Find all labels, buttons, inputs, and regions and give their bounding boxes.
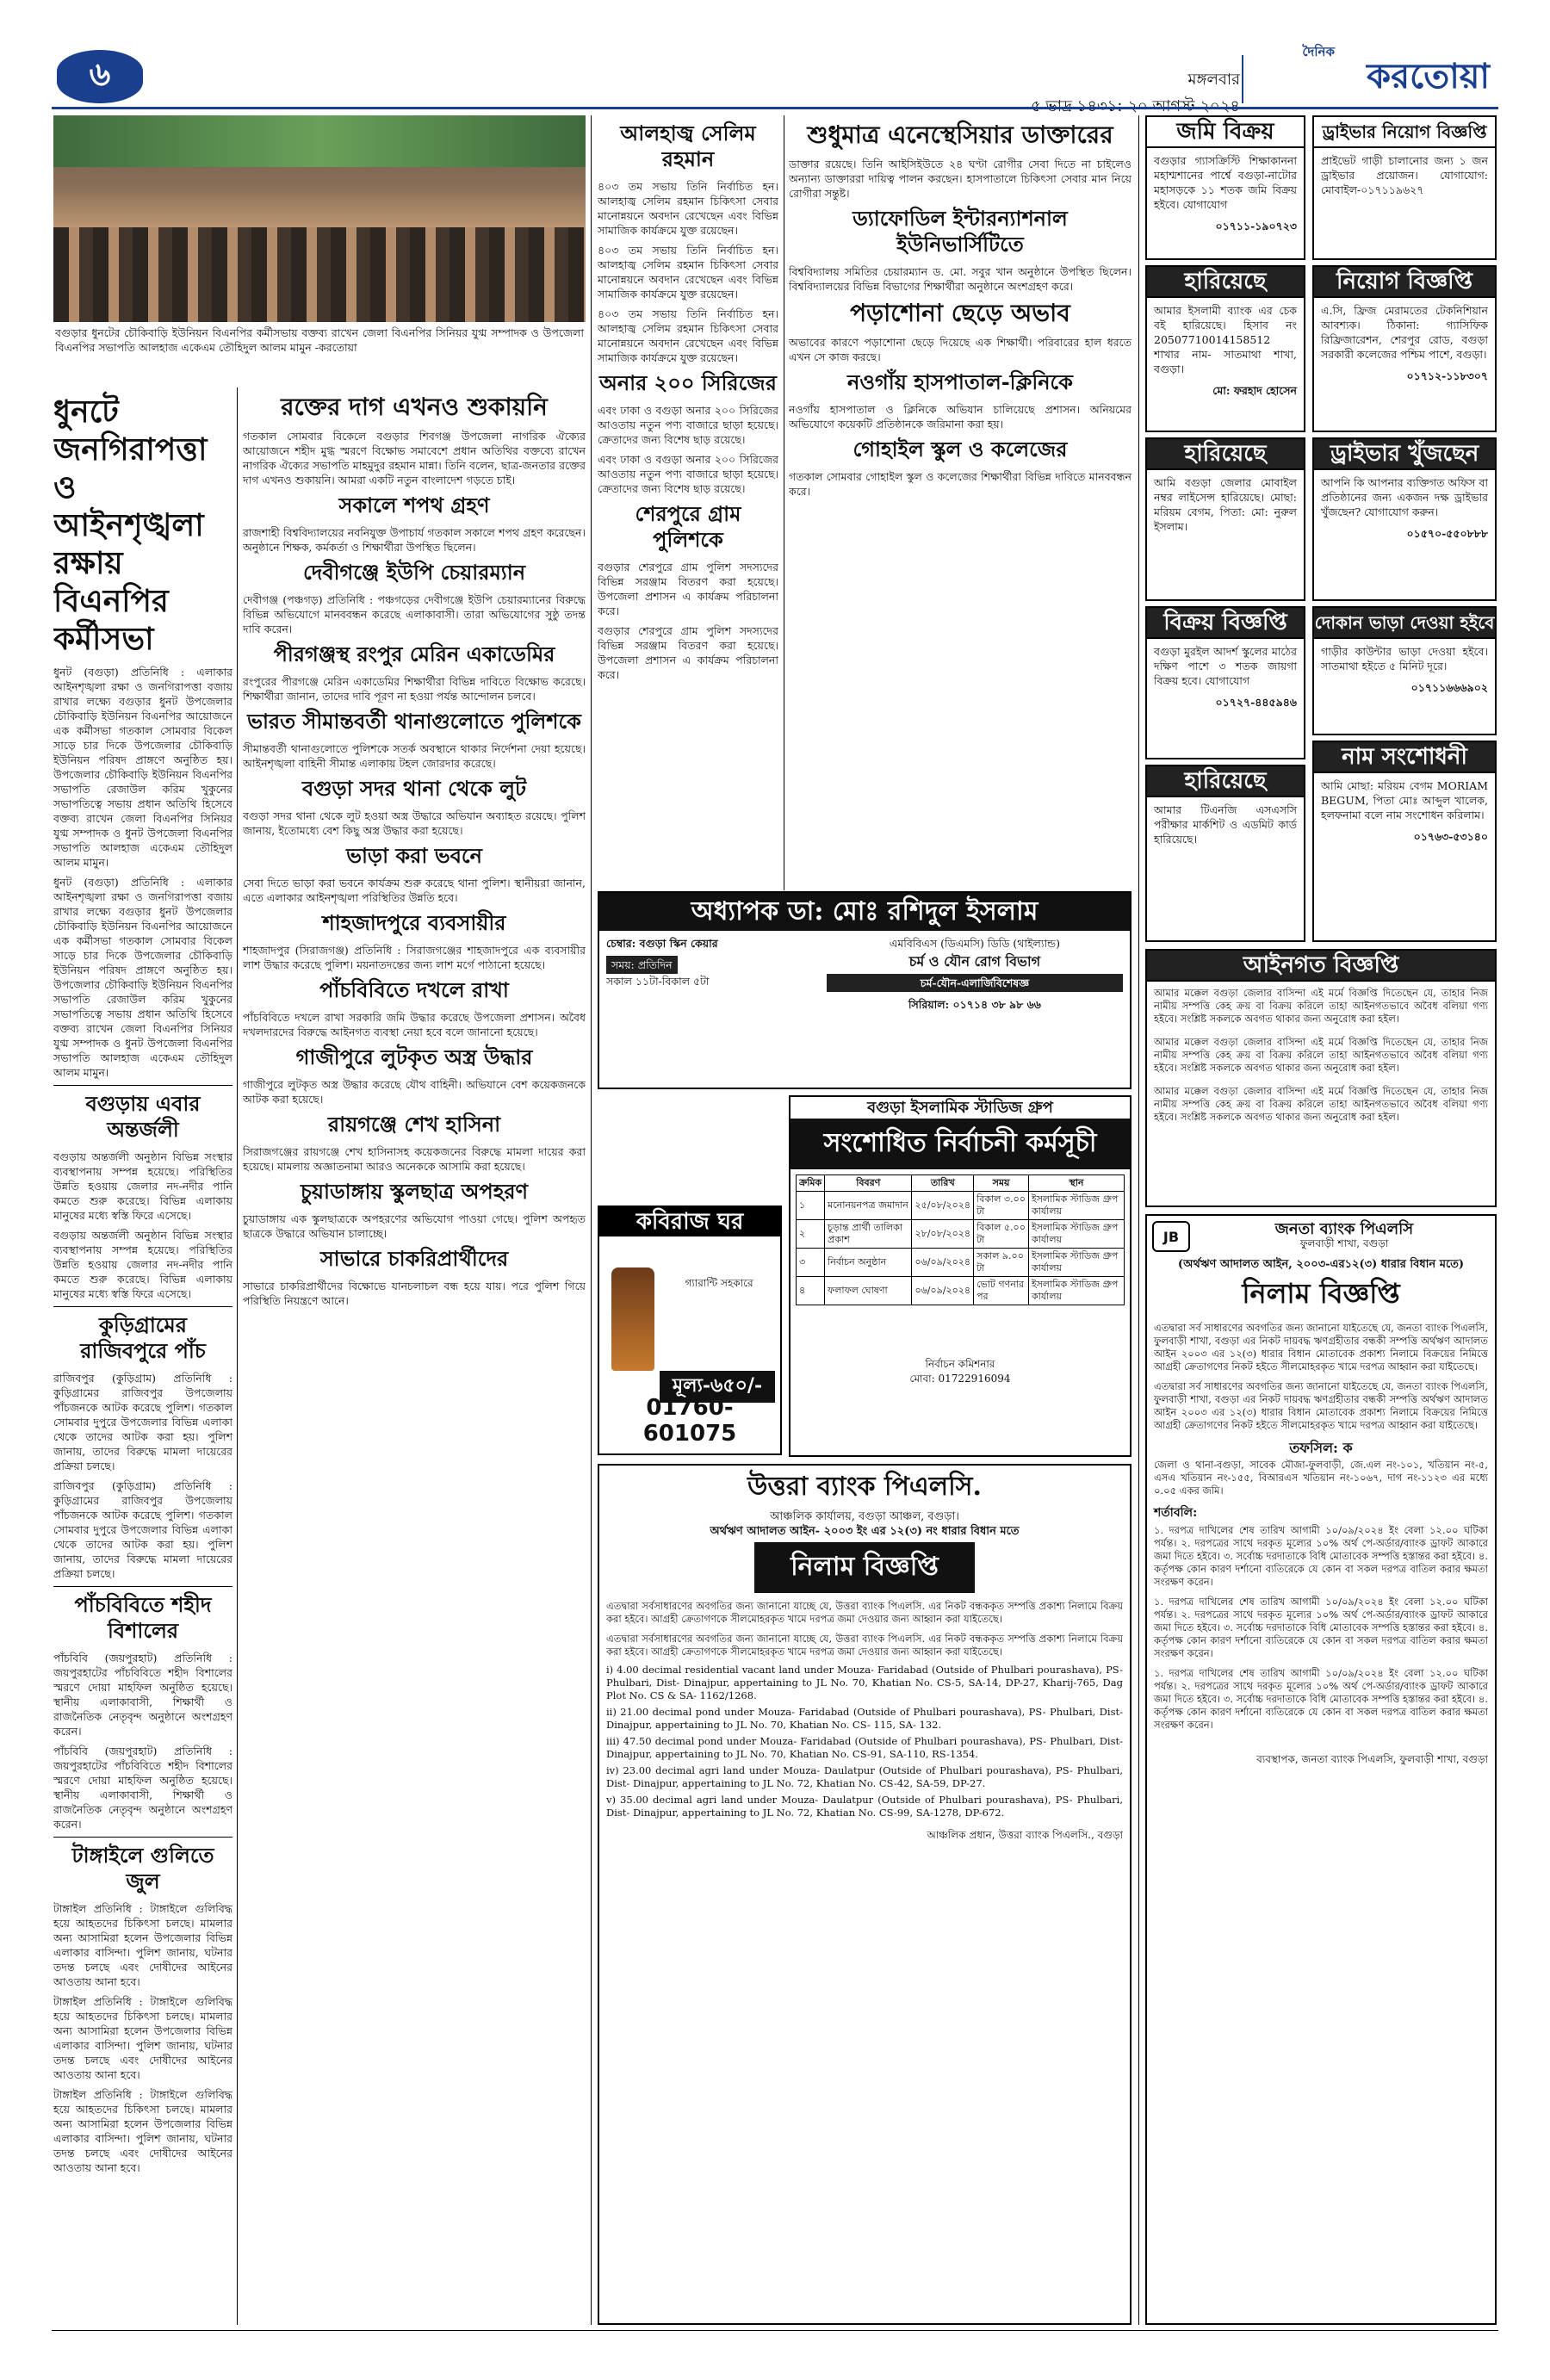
story-raiganj: সিরাজগঞ্জের রায়গঞ্জে শেখ হাসিনাসহ কয়েকজনের বিরুদ্ধে মামলা দায়ের করা হয়েছে। মামলায় অজ্ঞাতনামা আরও অনেককে আসামি করা হয়েছে। bbox=[243, 1145, 586, 1173]
story-bogura-cont: বগুড়ায় অন্তর্জলী অনুষ্ঠান বিভিন্ন সংস্থার ব্যবস্থাপনায় সম্পন্ন হয়েছে। পরিস্থিতির উন্নতি হওয়ায় জেলার নদ-নদীর পানি কমতে শুরু করেছে। বিভিন্ন এলাকায় মানুষের মধ্যে স্বস্তি ফিরে এসেছে। bbox=[53, 1229, 232, 1300]
divider bbox=[53, 1837, 232, 1838]
divider bbox=[53, 1085, 232, 1086]
chamber: চেম্বার: বগুড়া স্কিন কেয়ার bbox=[606, 937, 718, 950]
news-photo bbox=[53, 115, 586, 322]
headline-blood: রক্তের দাগ এখনও শুকায়নি bbox=[281, 393, 548, 421]
schedule-1: i) 4.00 decimal residential vacant land under Mouza- Faridabad (Outside of Phulbari pourashava), PS- Phulbari, Dist- Dinajpur, appertaining to JL No. 70, Khatian No. CS-5, SA-14, DP-27, Kharij-765, Dag Plot No. CS & SA- 1162/1268. bbox=[606, 1664, 1123, 1701]
header-rule bbox=[52, 107, 1498, 109]
specialty: চর্ম ও যৌন রোগ বিভাগ bbox=[908, 953, 1041, 970]
col-head: সময় bbox=[974, 1175, 1029, 1192]
ad-recruit bbox=[1312, 265, 1497, 432]
story-blood: গতকাল সোমবার বিকেলে বগুড়ার শিবগঞ্জ উপজেলা নাগরিক ঐক্যের আয়োজনে শহীদ মুগ্ধ স্মরণে বিক্ষোভ সমাবেশে প্রধান অতিথির বক্তব্যে রাখেন নাগরিক ঐক্যের সভাপতি মাহমুদুর রহমান মান্না। তিনি বলেন, ছাত্র-জনতার রক্তের দাগ এখনও শুকায়নি। আমরা একটি নতুন বাংলাদেশ গড়তে চাই। bbox=[243, 430, 586, 487]
legal-title: আইনগত বিজ্ঞপ্তি bbox=[1147, 951, 1495, 982]
doctor-right bbox=[827, 936, 1123, 1012]
ad-driver bbox=[1312, 115, 1497, 260]
headline-raiganj: রায়গঞ্জে শেখ হাসিনা bbox=[327, 1112, 501, 1137]
cell: ইসলামিক স্টাডিজ গ্রুপ কার্যালয় bbox=[1028, 1277, 1124, 1305]
story-oath: রাজশাহী বিশ্ববিদ্যালয়ের নবনিযুক্ত উপাচার্য গতকাল সকালে শপথ গ্রহণ করেছেন। অনুষ্ঠানে শিক্ষক, কর্মকর্তা ও শিক্ষার্থীরা উপস্থিত ছিলেন। bbox=[243, 526, 586, 554]
headline-pirganj: পীরগঞ্জস্থ রংপুর মেরিন একাডেমির bbox=[273, 641, 555, 666]
kabiraj-phone: 01760-601075 bbox=[642, 1395, 737, 1447]
kabiraj-price: মূল্য-৬৫০/- bbox=[660, 1371, 775, 1403]
story-selim-cont: ৪০৩ তম সভায় তিনি নির্বাচিত হন। আলহাজ্ব সেলিম রহমান চিকিৎসা সেবার মানোন্নয়নে অবদান রেখেছেন এবং বিভিন্ন সামাজিক কার্যক্রমে যুক্ত রয়েছেন। bbox=[598, 244, 778, 301]
name-change-phone: ০১৭৬৩-৫৩১৪০ bbox=[1413, 830, 1488, 843]
ad-driver-2 bbox=[1312, 437, 1497, 601]
uttara-footer: আঞ্চলিক প্রধান, উত্তরা ব্যাংক পিএলসি., বগুড়া bbox=[927, 1829, 1123, 1841]
headline-selim: আলহাজ্ব সেলিম রহমান bbox=[620, 121, 756, 171]
headline-anesthesia: শুধুমাত্র এনেস্থেসিয়ার ডাক্তারের bbox=[807, 121, 1113, 149]
cell: ফলাফল ঘোষণা bbox=[825, 1277, 912, 1305]
legal-body-cont2: আমার মক্কেল বগুড়া জেলার বাসিন্দা এই মর্মে বিজ্ঞপ্তি দিতেছেন যে, তাহার নিজ নামীয় সম্পত্তি কেহ ক্রয় বা বিক্রয় করিলে তাহা আইনগতভাবে অবৈধ বলিয়া গণ্য হইবে। সংশ্লিষ্ট সকলকে অবগত থাকার জন্য অনুরোধ করা হইল। bbox=[1154, 1085, 1488, 1123]
cell: চূড়ান্ত প্রার্থী তালিকা প্রকাশ bbox=[825, 1220, 912, 1249]
ad-shop-rent bbox=[1312, 606, 1497, 735]
group-name: বগুড়া ইসলামিক স্টাডিজ গ্রুপ bbox=[867, 1099, 1053, 1117]
sale-title: বিক্রয় বিজ্ঞপ্তি bbox=[1147, 608, 1304, 639]
doctor-left bbox=[606, 936, 818, 1012]
time-label: সময়: প্রতিদিন bbox=[606, 956, 678, 974]
story-daffodil: বিশ্ববিদ্যালয় সমিতির চেয়ারম্যান ড. মো. সবুর খান অনুষ্ঠানে উপস্থিত ছিলেন। বিশ্ববিদ্যালয়ের বিভিন্ন বিভাগের শিক্ষার্থীরা অনুষ্ঠানে অংশগ্রহণ করে। bbox=[789, 265, 1132, 293]
schedule-4: iv) 23.00 decimal agri land under Mouza- Daulatpur (Outside of Phulbari pourashava), PS- Phulbari, Dist- Dinajpur, appertaining to JL No. 72, Khatian No. CS-42, SA-59, DP-27. bbox=[606, 1764, 1123, 1789]
headline-rented: ভাড়া করা ভবনে bbox=[346, 843, 482, 868]
story-bogura: বগুড়ায় অন্তর্জলী অনুষ্ঠান বিভিন্ন সংস্থার ব্যবস্থাপনায় সম্পন্ন হয়েছে। পরিস্থিতির উন্নতি হওয়ায় জেলার নদ-নদীর পানি কমতে শুরু করেছে। বিভিন্ন এলাকায় মানুষের মধ্যে স্বস্তি ফিরে এসেছে। bbox=[53, 1150, 232, 1222]
headline-study: পড়াশোনা ছেড়ে অভাব bbox=[850, 299, 1070, 327]
headline-bogura: বগুড়ায় এবার অন্তর্জলী bbox=[85, 1091, 201, 1142]
story-border: সীমান্তবর্তী থানাগুলোতে পুলিশকে সতর্ক অবস্থানে থাকার নির্দেশনা দেয়া হয়েছে। আইনশৃঙ্খলা বাহিনী সীমান্ত এলাকায় টহল জোরদার করেছে। bbox=[243, 742, 586, 770]
uttara-title: নিলাম বিজ্ঞপ্তি bbox=[754, 1542, 975, 1593]
story-debiganj: দেবীগঞ্জ (পঞ্চগড়) প্রতিনিধি : পঞ্চগড়ের দেবীগঞ্জে ইউপি চেয়ারম্যানের বিরুদ্ধে বিভিন্ন অভিযোগে মানববন্ধন করেছে এলাকাবাসী। তারা অভিযোগের সুষ্ঠু তদন্ত দাবি করেন। bbox=[243, 593, 586, 635]
janata-signer: ব্যবস্থাপক, জনতা ব্যাংক পিএলসি, ফুলবাড়ী শাখা, বগুড়া bbox=[1256, 1753, 1488, 1765]
cell: মনোনয়নপত্র জমাদান bbox=[825, 1192, 912, 1220]
page-number-badge bbox=[57, 50, 143, 103]
cell: ইসলামিক স্টাডিজ গ্রুপ কার্যালয় bbox=[1028, 1220, 1124, 1249]
story-sadar: বগুড়া সদর থানা থেকে লুট হওয়া অস্ত্র উদ্ধারে অভিযান অব্যাহত রয়েছে। পুলিশ জানায়, ইতোমধ্যে বেশ কিছু অস্ত্র উদ্ধার করা হয়েছে। bbox=[243, 809, 586, 837]
ad-lost-2 bbox=[1145, 437, 1305, 601]
story-naogaon: নওগাঁয় হাসপাতাল ও ক্লিনিকে অভিযান চালিয়েছে প্রশাসন। অনিয়মের অভিযোগে কয়েকটি প্রতিষ্ঠানকে জরিমানা করা হয়। bbox=[789, 403, 1132, 431]
program-title: সংশোধিত নির্বাচনী কর্মসূচী bbox=[790, 1119, 1130, 1169]
column-1 bbox=[53, 387, 232, 2325]
cell: ভোট গণনার পর bbox=[974, 1277, 1029, 1305]
story-sherpur: বগুড়ার শেরপুরে গ্রাম পুলিশ সদস্যদের বিভিন্ন সরঞ্জাম বিতরণ করা হয়েছে। উপজেলা প্রশাসন এ কার্যক্রম পরিচালনা করে। bbox=[598, 561, 778, 617]
masthead-divider bbox=[1242, 55, 1243, 103]
janata-terms: ১. দরপত্র দাখিলের শেষ তারিখ আগামী ১০/০৯/২০২৪ ইং বেলা ১২.০০ ঘটিকা পর্যন্ত। ২. দরপত্রের সাথে দরকৃত মূল্যের ১০% অর্থ পে-অর্ডার/ব্যাংক ড্রাফট আকারে জমা দিতে হইবে। ৩. সর্বোচ্চ দরদাতাকে বিধি মোতাবেক সম্পত্তি হস্তান্তর করা হইবে। ৪. কর্তৃপক্ষ কোন কারণ দর্শানো ব্যতিরেকে যে কোন বা সকল দরপত্র বাতিল করার ক্ষমতা সংরক্ষণ করেন। bbox=[1154, 1524, 1488, 1588]
janata-title: নিলাম বিজ্ঞপ্তি bbox=[1242, 1277, 1400, 1310]
group-phone: মোবা: 01722916094 bbox=[909, 1373, 1011, 1385]
headline-naogaon: নওগাঁয় হাসপাতাল-ক্লিনিকে bbox=[847, 369, 1073, 394]
column-4 bbox=[789, 115, 1132, 890]
lost1-title: হারিয়েছে bbox=[1147, 267, 1304, 298]
column-rule bbox=[1138, 115, 1139, 2325]
cell: ইসলামিক স্টাডিজ গ্রুপ কার্যালয় bbox=[1028, 1192, 1124, 1220]
headline-panchbibi-land: পাঁচবিবিতে দখলে রাখা bbox=[319, 977, 509, 1002]
bank-logo-icon: JB bbox=[1152, 1221, 1190, 1252]
story-panchbibi-land: পাঁচবিবিতে দখলে রাখা সরকারি জমি উদ্ধার করেছে উপজেলা প্রশাসন। অবৈধ দখলদারদের বিরুদ্ধে আইনগত ব্যবস্থা নেয়া হবে বলে জানানো হয়েছে। bbox=[243, 1011, 586, 1038]
story-dhunot: ধুনট (বগুড়া) প্রতিনিধি : এলাকার আইনশৃঙ্খলা রক্ষা ও জনগিরাপত্তা বজায় রাখার লক্ষ্যে বগুড়ার ধুনট উপজেলার চৌকিবাড়ি ইউনিয়ন বিএনপির আয়োজনে এক কর্মীসভা গতকাল সোমবার বিকেল সাড়ে চার দিকে উপজেলার চৌকিবাড়ি ইউনিয়ন পরিষদ প্রাঙ্গণে অনুষ্ঠিত হয়। উপজেলার চৌকিবাড়ি ইউনিয়ন বিএনপির সভাপতি রেজাউল করিম খুকুনের সভাপতিত্বে সভায় প্রধান অতিথি হিসেবে বক্তব্য রাখেন জেলা বিএনপির সিনিয়র যুগ্ম সম্পাদক ও ধুনট উপজেলা বিএনপির সভাপতি আলহাজ একেএম তৌহিদুল আলম মামুন। bbox=[53, 666, 232, 869]
story-anesthesia: ডাক্তার রয়েছে। তিনি আইসিইউতে ২৪ ঘণ্টা রোগীর সেবা দিতে না চাইলেও অন্যান্য ডাক্তাররা দায়িত্ব পালন করছেন। হাসপাতালে চিকিৎসা সেবার মান নিয়ে রোগীরা সন্তুষ্ট। bbox=[789, 158, 1132, 200]
schedule-3: iii) 47.50 decimal pond under Mouza- Faridabad (Outside of Phulbari pourashava), PS- Phulbari, Dist- Dinajpur, appertaining to JL No. 70, Khatian No. CS-91, SA-110, RS-1354. bbox=[606, 1735, 1123, 1760]
janata-body-cont: এতদ্বারা সর্ব সাধারণের অবগতির জন্য জানানো যাইতেছে যে, জনতা ব্যাংক পিএলসি, ফুলবাড়ী শাখা, বগুড়া এর নিকট দায়বদ্ধ ঋণগ্রহীতার বন্ধকী সম্পত্তি অর্থঋণ আদালত আইন ২০০৩ এর ১২(৩) ধারার বিধান মোতাবেক প্রকাশ্য নিলামে বিক্রয়ের নিমিত্তে আগ্রহী ক্রেতাগণের নিকট হইতে সীলমোহরকৃত খামে দরপত্র আহ্বান করা যাইতেছে। bbox=[1154, 1380, 1488, 1431]
janata-act: (অর্থঋণ আদালত আইন, ২০০৩-এর১২(৩) ধারার বিধান মতে) bbox=[1177, 1258, 1465, 1271]
kabiraj-tag: গ্যারান্টি সহকারে bbox=[685, 1277, 753, 1289]
story-chuadanga: চুয়াডাঙ্গায় এক স্কুলছাত্রকে অপহরণের অভিযোগ পাওয়া গেছে। পুলিশ অপহৃত ছাত্রকে উদ্ধারে অভিযান চালাচ্ছে। bbox=[243, 1212, 586, 1240]
name-change-body: আমি মোছা: মরিয়ম বেগম MORIAM BEGUM, পিতা মোঃ আব্দুল খালেক, হলফনামা বলে নাম সংশোধন করিলাম। bbox=[1321, 779, 1488, 821]
footer-rule bbox=[52, 2330, 1498, 2331]
cell: ২৮/০৮/২০২৪ bbox=[912, 1220, 974, 1249]
sale-phone: ০১৭২৭-৪৪৫৯৪৬ bbox=[1215, 696, 1297, 709]
headline-sadar: বগুড়া সদর থানা থেকে লুট bbox=[301, 776, 527, 801]
uttara-act: অর্থঋণ আদালত আইন- ২০০৩ ইং এর ১২(৩) নং ধারার বিধান মতে bbox=[710, 1525, 1020, 1538]
cell: ইসলামিক স্টাডিজ গ্রুপ কার্যালয় bbox=[1028, 1249, 1124, 1277]
column-rule bbox=[237, 387, 238, 2325]
cell: নির্বাচন অনুষ্ঠান bbox=[825, 1249, 912, 1277]
cell: বিকাল ৫.০০ টা bbox=[974, 1220, 1029, 1249]
cell: ১ bbox=[797, 1192, 825, 1220]
cell: ২৫/০৮/২০২৪ bbox=[912, 1192, 974, 1220]
headline-panchbibi: পাঁচবিবিতে শহীদ বিশালের bbox=[74, 1592, 212, 1643]
page-number: ৬ bbox=[89, 55, 111, 93]
story-shahjadpur: শাহজাদপুর (সিরাজগঞ্জ) প্রতিনিধি : সিরাজগঞ্জের শাহজাদপুরে এক ব্যবসায়ীর লাশ উদ্ধার করেছে পুলিশ। ময়নাতদন্তের জন্য লাশ মর্গে পাঠানো হয়েছে। bbox=[243, 944, 586, 971]
headline-kurigram: কুড়িগ্রামের রাজিবপুরে পাঁচ bbox=[80, 1312, 206, 1363]
story-tangail-cont: টাঙ্গাইল প্রতিনিধি : টাঙ্গাইলে গুলিবিদ্ধ হয়ে আহতদের চিকিৎসা চলছে। মামলার অন্য আসামিরা হলেন উপজেলার বিভিন্ন এলাকার বাসিন্দা। পুলিশ জানায়, ঘটনার তদন্ত চলছে এবং দোষীদের আইনের আওতায় আনা হবে। bbox=[53, 1995, 232, 2081]
lost2-body: আমি বগুড়া জেলার মোবাইল নম্বর লাইসেন্স হারিয়েছে। মোছা: মরিয়ম বেগম, পিতা: মো: নুরুল ইসলাম। bbox=[1154, 476, 1297, 533]
headline-tangail: টাঙ্গাইলে গুলিতে জুল bbox=[71, 1843, 214, 1893]
headline-gohail: গোহাইল স্কুল ও কলেজের bbox=[852, 437, 1068, 462]
serial-label: সিরিয়াল: bbox=[908, 998, 950, 1011]
col-head: বিবরণ bbox=[825, 1175, 912, 1192]
driver2-phone: ০১৫৭০-৫৫০৮৮৮ bbox=[1406, 527, 1488, 540]
headline-debiganj: দেবীগঞ্জে ইউপি চেয়ারম্যান bbox=[302, 560, 526, 585]
ad-lost-3 bbox=[1145, 765, 1305, 942]
janata-bank-notice bbox=[1145, 1214, 1497, 2325]
headline-daffodil: ড্যাফোডিল ইন্টারন্যাশনাল ইউনিভার্সিটিতে bbox=[852, 206, 1068, 257]
recruit-phone: ০১৭১২-১১৮৩০৭ bbox=[1406, 369, 1488, 382]
story-selim-cont2: ৪০৩ তম সভায় তিনি নির্বাচিত হন। আলহাজ্ব সেলিম রহমান চিকিৎসা সেবার মানোন্নয়নে অবদান রেখেছেন এবং বিভিন্ন সামাজিক কার্যক্রমে যুক্ত রয়েছেন। bbox=[598, 307, 778, 364]
shop-body: গাড়ীর কাউন্টার ভাড়া দেওয়া হইবে। সাতমাথা হইতে ৫ মিনিট দূরে। bbox=[1321, 645, 1488, 672]
table-row bbox=[797, 1277, 1125, 1305]
headline-honor: অনার ২০০ সিরিজের bbox=[599, 370, 777, 395]
janata-terms-cont: ১. দরপত্র দাখিলের শেষ তারিখ আগামী ১০/০৯/২০২৪ ইং বেলা ১২.০০ ঘটিকা পর্যন্ত। ২. দরপত্রের সাথে দরকৃত মূল্যের ১০% অর্থ পে-অর্ডার/ব্যাংক ড্রাফট আকারে জমা দিতে হইবে। ৩. সর্বোচ্চ দরদাতাকে বিধি মোতাবেক সম্পত্তি হস্তান্তর করা হইবে। ৪. কর্তৃপক্ষ কোন কারণ দর্শানো ব্যতিরেকে যে কোন বা সকল দরপত্র বাতিল করার ক্ষমতা সংরক্ষণ করেন। bbox=[1154, 1596, 1488, 1659]
col-head: তারিখ bbox=[912, 1175, 974, 1192]
janata-body: এতদ্বারা সর্ব সাধারণের অবগতির জন্য জানানো যাইতেছে যে, জনতা ব্যাংক পিএলসি, ফুলবাড়ী শাখা, বগুড়া এর নিকট দায়বদ্ধ ঋণগ্রহীতার বন্ধকী সম্পত্তি অর্থঋণ আদালত আইন ২০০৩ এর ১২(৩) ধারার বিধান মোতাবেক প্রকাশ্য নিলামে বিক্রয়ের নিমিত্তে আগ্রহী ক্রেতাগণের নিকট হইতে সীলমোহরকৃত খামে দরপত্র আহ্বান করা যাইতেছে। bbox=[1154, 1322, 1488, 1373]
land-sale-phone: ০১৭১১-১৯০৭২৩ bbox=[1215, 220, 1297, 232]
story-tangail-cont2: টাঙ্গাইল প্রতিনিধি : টাঙ্গাইলে গুলিবিদ্ধ হয়ে আহতদের চিকিৎসা চলছে। মামলার অন্য আসামিরা হলেন উপজেলার বিভিন্ন এলাকার বাসিন্দা। পুলিশ জানায়, ঘটনার তদন্ত চলছে এবং দোষীদের আইনের আওতায় আনা হবে। bbox=[53, 2088, 232, 2174]
headline-savar: সাভারে চাকরিপ্রার্থীদের bbox=[319, 1246, 509, 1271]
story-kurigram: রাজিবপুর (কুড়িগ্রাম) প্রতিনিধি : কুড়িগ্রামের রাজিবপুর উপজেলায় পাঁচজনকে আটক করেছে পুলিশ। গতকাল সোমবার দুপুরে উপজেলার বিভিন্ন এলাকা থেকে তাদের আটক করা হয়। পুলিশ জানায়, তাদের বিরুদ্ধে মামলা দায়েরের প্রক্রিয়া চলছে। bbox=[53, 1372, 232, 1472]
cell: ৪ bbox=[797, 1277, 825, 1305]
col-head: স্থান bbox=[1028, 1175, 1124, 1192]
lost3-body: আমার টিএনজি এসএসসি পরীক্ষার মার্কশিট ও এডমিট কার্ড হারিয়েছে। bbox=[1154, 803, 1297, 846]
uttara-bank-name: উত্তরা ব্যাংক পিএলসি. bbox=[747, 1472, 982, 1502]
specialty-banner: চর্ম-যৌন-এলার্জিবিশেষজ্ঞ bbox=[827, 974, 1123, 992]
masthead-small: দৈনিক bbox=[1302, 44, 1335, 59]
headline-chuadanga: চুয়াডাঙ্গায় স্কুলছাত্র অপহরণ bbox=[300, 1179, 529, 1204]
schedule-2: ii) 21.00 decimal pond under Mouza- Faridabad (Outside of Phulbari pourashava), PS- Phulbari, Dist- Dinajpur, appertaining to JL No. 70, Khatian No. CS- 115, SA- 132. bbox=[606, 1706, 1123, 1731]
ad-sale bbox=[1145, 606, 1305, 759]
bottle-icon bbox=[611, 1267, 654, 1371]
signer: নির্বাচন কমিশনার bbox=[925, 1358, 995, 1370]
uttara-office: আঞ্চলিক কার্যালয়, বগুড়া আঞ্চল, বগুড়া। bbox=[770, 1510, 959, 1523]
shop-title: দোকান ভাড়া দেওয়া হইবে bbox=[1314, 608, 1495, 639]
lost1-body: আমার ইসলামী ব্যাংক এর চেক বই হারিয়েছে। হিসাব নং 20507710014158512 শাখার নাম- সাতমাথা শাখা, বগুড়া। bbox=[1154, 304, 1297, 375]
headline-gazipur: গাজীপুরে লুটকৃত অস্ত্র উদ্ধার bbox=[295, 1044, 533, 1069]
photo-banner bbox=[53, 115, 586, 167]
degrees: এমবিবিএস (ডিএমসি) ডিডি (থাইল্যান্ড) bbox=[889, 937, 1060, 950]
table-row bbox=[797, 1192, 1125, 1220]
driver-body: প্রাইভেট গাড়ী চালানোর জন্য ১ জন ড্রাইভার প্রয়োজন। যোগাযোগ: মোবাইল-০১৭১১৯৬২৭ bbox=[1321, 154, 1488, 196]
lost3-title: হারিয়েছে bbox=[1147, 766, 1304, 797]
column-2 bbox=[243, 387, 586, 2325]
janata-schedule: জেলা ও থানা-বগুড়া, সাবেক মৌজা-ফুলবাড়ী, জে.এল নং-১০১, খতিয়ান নং-৫, এসএ খতিয়ান নং-১৫৫, বিআরএস খতিয়ান নং-১০৬৭, দাগ নং-১১২৩ এর মধ্যে ০.০৫ একর জমি। bbox=[1154, 1459, 1488, 1497]
doctor-ad bbox=[598, 891, 1132, 1089]
cell: বিকাল ৩.০০ টা bbox=[974, 1192, 1029, 1220]
story-honor-cont: এবং ঢাকা ও বগুড়া অনার ২০০ সিরিজের আওতায় নতুন পণ্য বাজারে ছাড়া হয়েছে। ক্রেতাদের জন্য বিশেষ ছাড় রয়েছে। bbox=[598, 453, 778, 495]
doctor-name: অধ্যাপক ডা: মোঃ রশিদুল ইসলাম bbox=[599, 893, 1130, 931]
ad-land-sale bbox=[1145, 115, 1305, 260]
date-line bbox=[982, 67, 1240, 121]
photo-block bbox=[53, 115, 586, 382]
shop-phone: ০১৭১১৬৬৬৯০২ bbox=[1410, 681, 1488, 694]
janata-terms-cont2: ১. দরপত্র দাখিলের শেষ তারিখ আগামী ১০/০৯/২০২৪ ইং বেলা ১২.০০ ঘটিকা পর্যন্ত। ২. দরপত্রের সাথে দরকৃত মূল্যের ১০% অর্থ পে-অর্ডার/ব্যাংক ড্রাফট আকারে জমা দিতে হইবে। ৩. সর্বোচ্চ দরদাতাকে বিধি মোতাবেক সম্পত্তি হস্তান্তর করা হইবে। ৪. কর্তৃপক্ষ কোন কারণ দর্শানো ব্যতিরেকে যে কোন বা সকল দরপত্র বাতিল করার ক্ষমতা সংরক্ষণ করেন। bbox=[1154, 1667, 1488, 1731]
legal-body: আমার মক্কেল বগুড়া জেলার বাসিন্দা এই মর্মে বিজ্ঞপ্তি দিতেছেন যে, তাহার নিজ নামীয় সম্পত্তি কেহ ক্রয় বা বিক্রয় করিলে তাহা আইনগতভাবে অবৈধ বলিয়া গণ্য হইবে। সংশ্লিষ্ট সকলকে অবগত থাকার জন্য অনুরোধ করা হইল। bbox=[1154, 987, 1488, 1025]
story-savar: সাভারে চাকরিপ্রার্থীদের বিক্ষোভে যানচলাচল বন্ধ হয়ে যায়। পরে পুলিশ গিয়ে পরিস্থিতি নিয়ন্ত্রণে আনে। bbox=[243, 1280, 586, 1307]
col-head: ক্রমিক bbox=[797, 1175, 825, 1192]
photo-caption: বগুড়ার ধুনটের চৌকিবাড়ি ইউনিয়ন বিএনপির কর্মীসভায় বক্তব্য রাখেন জেলা বিএনপির সিনিয়র যুগ্ম সম্পাদক ও উপজেলা বিএনপির সভাপতি আলহাজ একেএম তৌহিদুল আলম মামুন -করতোয়া bbox=[55, 326, 584, 354]
legal-notice bbox=[1145, 949, 1497, 1207]
program-table bbox=[796, 1175, 1125, 1305]
cell: ০৬/০৯/২০২৪ bbox=[912, 1249, 974, 1277]
headline-dhunot: ধুনটে জনগিরাপত্তা ও আইনশৃঙ্খলা রক্ষায় বিএনপির কর্মীসভা bbox=[53, 394, 208, 657]
recruit-body: এ.সি, ফ্রিজ মেরামতের টেকনিশিয়ান আবশ্যক। ঠিকানা: গ্যাসিফিক রিফ্রিজারেশন, শেরপুর রোড, বগুড়া সরকারী কলেজের পশ্চিম পাশে, বগুড়া। bbox=[1321, 304, 1488, 361]
land-sale-body: বগুড়ার গ্যাসক্রিস্টি শিক্ষাকাননা মহাশ্মশানের পার্শ্বে বগুড়া-নাটোর মহাসড়কে ১১ শতক জমি বিক্রয় হইবে। যোগাযোগ bbox=[1154, 154, 1297, 211]
time-value: সকাল ১১টা-বিকাল ৫টা bbox=[606, 975, 710, 988]
land-sale-title: জমি বিক্রয় bbox=[1147, 117, 1304, 148]
table-row bbox=[797, 1249, 1125, 1277]
story-study: অভাবের কারণে পড়াশোনা ছেড়ে দিয়েছে এক শিক্ষার্থী। পরিবারের হাল ধরতে এখন সে কাজ করছে। bbox=[789, 336, 1132, 363]
cell: ৩ bbox=[797, 1249, 825, 1277]
story-gazipur: গাজীপুরে লুটকৃত অস্ত্র উদ্ধার করেছে যৌথ বাহিনী। অভিযানে বেশ কয়েকজনকে আটক করা হয়েছে। bbox=[243, 1078, 586, 1106]
table-row bbox=[797, 1220, 1125, 1249]
headline-sherpur: শেরপুরে গ্রাম পুলিশকে bbox=[635, 501, 741, 552]
schedule-head: তফসিল: ক bbox=[1289, 1440, 1353, 1456]
photo-crowd bbox=[53, 227, 586, 322]
headline-shahjadpur: শাহজাদপুরে ব্যবসায়ীর bbox=[322, 910, 506, 935]
janata-branch: ফুলবাড়ী শাখা, বগুড়া bbox=[1299, 1237, 1389, 1249]
story-gohail: গতকাল সোমবার গোহাইল স্কুল ও কলেজের শিক্ষার্থীরা বিভিন্ন দাবিতে মানববন্ধন করে। bbox=[789, 470, 1132, 498]
story-tangail: টাঙ্গাইল প্রতিনিধি : টাঙ্গাইলে গুলিবিদ্ধ হয়ে আহতদের চিকিৎসা চলছে। মামলার অন্য আসামিরা হলেন উপজেলার বিভিন্ন এলাকার বাসিন্দা। পুলিশ জানায়, ঘটনার তদন্ত চলছে এবং দোষীদের আইনের আওতায় আনা হবে। bbox=[53, 1902, 232, 1988]
story-selim: ৪০৩ তম সভায় তিনি নির্বাচিত হন। আলহাজ্ব সেলিম রহমান চিকিৎসা সেবার মানোন্নয়নে অবদান রেখেছেন এবং বিভিন্ন সামাজিক কার্যক্রমে যুক্ত রয়েছেন। bbox=[598, 180, 778, 237]
legal-body-cont: আমার মক্কেল বগুড়া জেলার বাসিন্দা এই মর্মে বিজ্ঞপ্তি দিতেছেন যে, তাহার নিজ নামীয় সম্পত্তি কেহ ক্রয় বা বিক্রয় করিলে তাহা আইনগতভাবে অবৈধ বলিয়া গণ্য হইবে। সংশ্লিষ্ট সকলকে অবগত থাকার জন্য অনুরোধ করা হইল। bbox=[1154, 1036, 1488, 1074]
ad-name-change bbox=[1312, 741, 1497, 942]
story-sherpur-cont: বগুড়ার শেরপুরে গ্রাম পুলিশ সদস্যদের বিভিন্ন সরঞ্জাম বিতরণ করা হয়েছে। উপজেলা প্রশাসন এ কার্যক্রম পরিচালনা করে। bbox=[598, 624, 778, 681]
ad-lost-1 bbox=[1145, 265, 1305, 432]
lost1-name: মো: ফরহাদ হোসেন bbox=[1212, 384, 1297, 397]
driver2-body: আপনি কি আপনার ব্যক্তিগত অফিস বা প্রতিষ্ঠানের জন্য একজন দক্ষ ড্রাইভার খুঁজছেন? যোগাযোগ করুন। bbox=[1321, 476, 1488, 518]
story-panchbibi-cont: পাঁচবিবি (জয়পুরহাট) প্রতিনিধি : জয়পুরহাটের পাঁচবিবিতে শহীদ বিশালের স্মরণে দোয়া মাহফিল অনুষ্ঠিত হয়েছে। স্থানীয় এলাকাবাসী, শিক্ষার্থী ও রাজনৈতিক নেতৃবৃন্দ অনুষ্ঠানে অংশগ্রহণ করেন। bbox=[53, 1745, 232, 1831]
kabiraj-title: কবিরাজ ঘর bbox=[599, 1207, 780, 1236]
headline-border: ভারত সীমান্তবর্তী থানাগুলোতে পুলিশকে bbox=[247, 709, 581, 734]
masthead bbox=[1249, 44, 1490, 103]
uttara-body: এতদ্বারা সর্বসাধারণের অবগতির জন্য জানানো যাচ্ছে যে, উত্তরা ব্যাংক পিএলসি. এর নিকট বন্ধককৃত সম্পত্তি প্রকাশ্য নিলামে বিক্রয় করা হইবে। আগ্রহী ক্রেতাগণকে সীলমোহরকৃত খামে দরপত্র জমা দেওয়ার জন্য আহ্বান করা যাইতেছে। bbox=[606, 1600, 1123, 1625]
story-dhunot-cont: ধুনট (বগুড়া) প্রতিনিধি : এলাকার আইনশৃঙ্খলা রক্ষা ও জনগিরাপত্তা বজায় রাখার লক্ষ্যে বগুড়ার ধুনট উপজেলার চৌকিবাড়ি ইউনিয়ন বিএনপির আয়োজনে এক কর্মীসভা গতকাল সোমবার বিকেল সাড়ে চার দিকে উপজেলার চৌকিবাড়ি ইউনিয়ন পরিষদ প্রাঙ্গণে অনুষ্ঠিত হয়। উপজেলার চৌকিবাড়ি ইউনিয়ন বিএনপির সভাপতি রেজাউল করিম খুকুনের সভাপতিত্বে সভায় প্রধান অতিথি হিসেবে বক্তব্য রাখেন জেলা বিএনপির সিনিয়র যুগ্ম সম্পাদক ও ধুনট উপজেলা বিএনপির সভাপতি আলহাজ একেএম তৌহিদুল আলম মামুন। bbox=[53, 876, 232, 1079]
terms-head: শর্তাবলি: bbox=[1154, 1506, 1198, 1520]
headline-oath: সকালে শপথ গ্রহণ bbox=[338, 493, 490, 518]
driver2-title: ড্রাইভার খুঁজছেন bbox=[1314, 439, 1495, 470]
uttara-bank-notice bbox=[598, 1464, 1132, 2325]
cell: সকাল ৯.০০ টা bbox=[974, 1249, 1029, 1277]
story-kurigram-cont: রাজিবপুর (কুড়িগ্রাম) প্রতিনিধি : কুড়িগ্রামের রাজিবপুর উপজেলায় পাঁচজনকে আটক করেছে পুলিশ। গতকাল সোমবার দুপুরে উপজেলার বিভিন্ন এলাকা থেকে তাদের আটক করা হয়। পুলিশ জানায়, তাদের বিরুদ্ধে মামলা দায়েরের প্রক্রিয়া চলছে। bbox=[53, 1479, 232, 1580]
islamic-group-notice bbox=[789, 1095, 1132, 1457]
name-change-title: নাম সংশোধনী bbox=[1314, 742, 1495, 773]
paper-name: করতোয়া bbox=[1367, 56, 1490, 96]
sale-body: বগুড়া মুরইল আদর্শ স্কুলের মাঠের দক্ষিণ পাশে ৩ শতক জায়গা বিক্রয় হবে। যোগাযোগ bbox=[1154, 645, 1297, 687]
schedule-5: v) 35.00 decimal agri land under Mouza- Daulatpur (Outside of Phulbari pourashava), PS- Phulbari, Dist- Dinajpur, appertaining to JL No. 72, Khatian No. CS-99, SA-1278, DP-672. bbox=[606, 1794, 1123, 1819]
recruit-title: নিয়োগ বিজ্ঞপ্তি bbox=[1314, 267, 1495, 298]
divider bbox=[53, 1586, 232, 1587]
story-rented: সেবা দিতে ভাড়া করা ভবনে কার্যক্রম শুরু করেছে থানা পুলিশ। স্থানীয়রা জানান, এতে এলাকার আইনশৃঙ্খলা পরিস্থিতির উন্নতি হবে। bbox=[243, 877, 586, 904]
cell: ০৬/০৯/২০২৪ bbox=[912, 1277, 974, 1305]
cell: ২ bbox=[797, 1220, 825, 1249]
janata-bank-name: জনতা ব্যাংক পিএলসি bbox=[1274, 1220, 1414, 1238]
story-pirganj: রংপুরের পীরগঞ্জে মেরিন একাডেমির শিক্ষার্থীরা বিভিন্ন দাবিতে বিক্ষোভ করেছে। শিক্ষার্থীরা জানান, তাদের দাবি পূরণ না হওয়া পর্যন্ত আন্দোলন চলবে। bbox=[243, 675, 586, 703]
uttara-body-cont: এতদ্বারা সর্বসাধারণের অবগতির জন্য জানানো যাচ্ছে যে, উত্তরা ব্যাংক পিএলসি. এর নিকট বন্ধককৃত সম্পত্তি প্রকাশ্য নিলামে বিক্রয় করা হইবে। আগ্রহী ক্রেতাগণকে সীলমোহরকৃত খামে দরপত্র জমা দেওয়ার জন্য আহ্বান করা যাইতেছে। bbox=[606, 1633, 1123, 1658]
lost2-title: হারিয়েছে bbox=[1147, 439, 1304, 470]
driver-title: ড্রাইভার নিয়োগ বিজ্ঞপ্তি bbox=[1314, 117, 1495, 148]
story-honor: এবং ঢাকা ও বগুড়া অনার ২০০ সিরিজের আওতায় নতুন পণ্য বাজারে ছাড়া হয়েছে। ক্রেতাদের জন্য বিশেষ ছাড় রয়েছে। bbox=[598, 404, 778, 446]
divider bbox=[53, 1306, 232, 1307]
column-rule bbox=[591, 115, 592, 2325]
story-panchbibi: পাঁচবিবি (জয়পুরহাট) প্রতিনিধি : জয়পুরহাটের পাঁচবিবিতে শহীদ বিশালের স্মরণে দোয়া মাহফিল অনুষ্ঠিত হয়েছে। স্থানীয় এলাকাবাসী, শিক্ষার্থী ও রাজনৈতিক নেতৃবৃন্দ অনুষ্ঠানে অংশগ্রহণ করেন। bbox=[53, 1652, 232, 1738]
day-label: মঙ্গলবার bbox=[1187, 71, 1240, 89]
kabiraj-ad bbox=[598, 1205, 782, 1455]
serial-phone: ০১৭১৪ ৩৮ ৯৮ ৬৬ bbox=[952, 998, 1041, 1011]
